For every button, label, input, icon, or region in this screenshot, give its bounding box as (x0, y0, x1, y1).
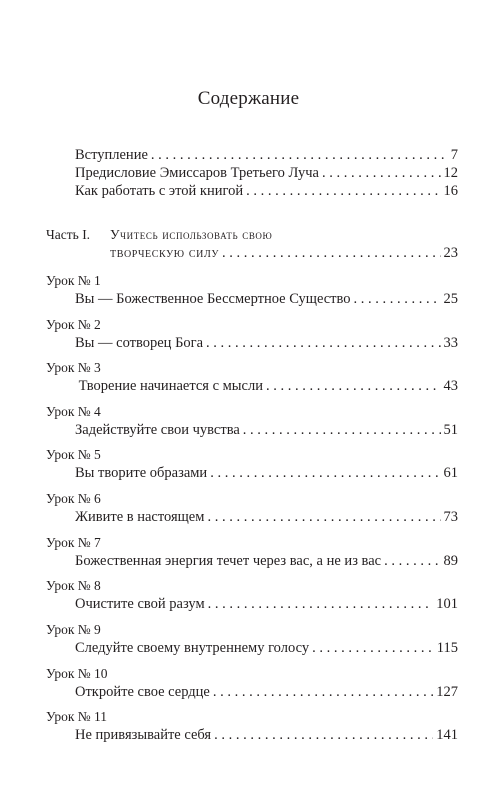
leader-dots (266, 377, 441, 395)
lesson-heading: Урок № 4 (46, 404, 101, 419)
toc-entry-lesson-7 (75, 552, 458, 570)
leader-dots (246, 182, 440, 200)
toc-entry-intro (75, 146, 458, 164)
toc-entry-page: 101 (436, 596, 458, 612)
toc-entry-label: Как работать с этой книгой (75, 183, 244, 199)
toc-entry-page: 141 (436, 727, 458, 743)
leader-dots (151, 146, 448, 164)
leader-dots (222, 244, 440, 262)
toc-entry-page: 16 (443, 183, 458, 199)
toc-entry-lesson-5 (75, 464, 458, 482)
toc-entry-part-1 (110, 244, 458, 262)
toc-entry-page: 23 (443, 245, 458, 261)
toc-entry-preface (75, 164, 458, 182)
toc-entry-how-to (75, 182, 458, 200)
leader-dots (210, 464, 440, 482)
toc-entry-page: 7 (450, 147, 458, 163)
toc-entry-page: 12 (443, 165, 458, 181)
toc-entry-label: Вы — Божественное Бессмертное Существо (75, 291, 351, 307)
leader-dots (312, 639, 434, 657)
leader-dots (322, 164, 441, 182)
toc-entry-label: Вы творите образами (75, 465, 208, 481)
page-title: Содержание (197, 88, 300, 109)
part-title-line2: творческую силу (110, 245, 220, 261)
toc-entry-label: Живите в настоящем (75, 509, 205, 525)
toc-entry-label: Очистите свой разум (75, 596, 205, 612)
lesson-heading: Урок № 11 (46, 709, 108, 724)
toc-entry-label: Божественная энергия течет через вас, а не из вас (75, 553, 382, 569)
toc-entry-label: Не привязывайте себя (75, 727, 212, 743)
toc-entry-page: 61 (443, 465, 458, 481)
lesson-heading: Урок № 7 (46, 535, 101, 550)
toc-entry-label: Следуйте своему внутреннему голосу (75, 640, 310, 656)
toc-entry-lesson-6 (75, 508, 458, 526)
toc-entry-label: Откройте свое сердце (75, 684, 210, 700)
toc-entry-page: 115 (436, 640, 458, 656)
toc-entry-lesson-3 (75, 377, 458, 395)
toc-entry-lesson-10 (75, 683, 458, 701)
lesson-heading: Урок № 9 (46, 622, 101, 637)
toc-entry-lesson-11 (75, 726, 458, 744)
leader-dots (208, 595, 434, 613)
lesson-heading: Урок № 10 (46, 666, 108, 681)
lesson-heading: Урок № 3 (46, 360, 101, 375)
toc-entry-lesson-8 (75, 595, 458, 613)
part-number: Часть I. (46, 227, 91, 242)
leader-dots (384, 552, 440, 570)
toc-entry-page: 73 (443, 509, 458, 525)
toc-entry-lesson-2 (75, 334, 458, 352)
lesson-heading: Урок № 8 (46, 578, 101, 593)
part-title-line1: Учитесь использовать свою (110, 227, 273, 242)
toc-entry-lesson-4 (75, 421, 458, 439)
toc-entry-page: 33 (443, 335, 458, 351)
toc-entry-page: 25 (443, 291, 458, 307)
leader-dots (243, 421, 441, 439)
toc-entry-page: 43 (443, 378, 458, 394)
toc-entry-page: 89 (443, 553, 458, 569)
toc-entry-page: 51 (443, 422, 458, 438)
leader-dots (214, 726, 433, 744)
toc-entry-label: Предисловие Эмиссаров Третьего Луча (75, 165, 319, 181)
lesson-heading: Урок № 6 (46, 491, 101, 506)
lesson-heading: Урок № 1 (46, 273, 101, 288)
leader-dots (207, 508, 440, 526)
lesson-heading: Урок № 2 (46, 317, 101, 332)
part-heading (46, 226, 272, 244)
toc-entry-label: Вы — сотворец Бога (75, 335, 204, 351)
lesson-heading: Урок № 5 (46, 447, 101, 462)
toc-entry-page: 127 (436, 684, 458, 700)
toc-entry-label: Вступление (75, 147, 148, 163)
leader-dots (213, 683, 433, 701)
leader-dots (206, 334, 440, 352)
toc-entry-lesson-1 (75, 290, 458, 308)
toc-entry-label: Творение начинается с мысли (75, 378, 263, 394)
toc-entry-lesson-9 (75, 639, 458, 657)
toc-entry-label: Задействуйте свои чувства (75, 422, 240, 438)
leader-dots (354, 290, 441, 308)
